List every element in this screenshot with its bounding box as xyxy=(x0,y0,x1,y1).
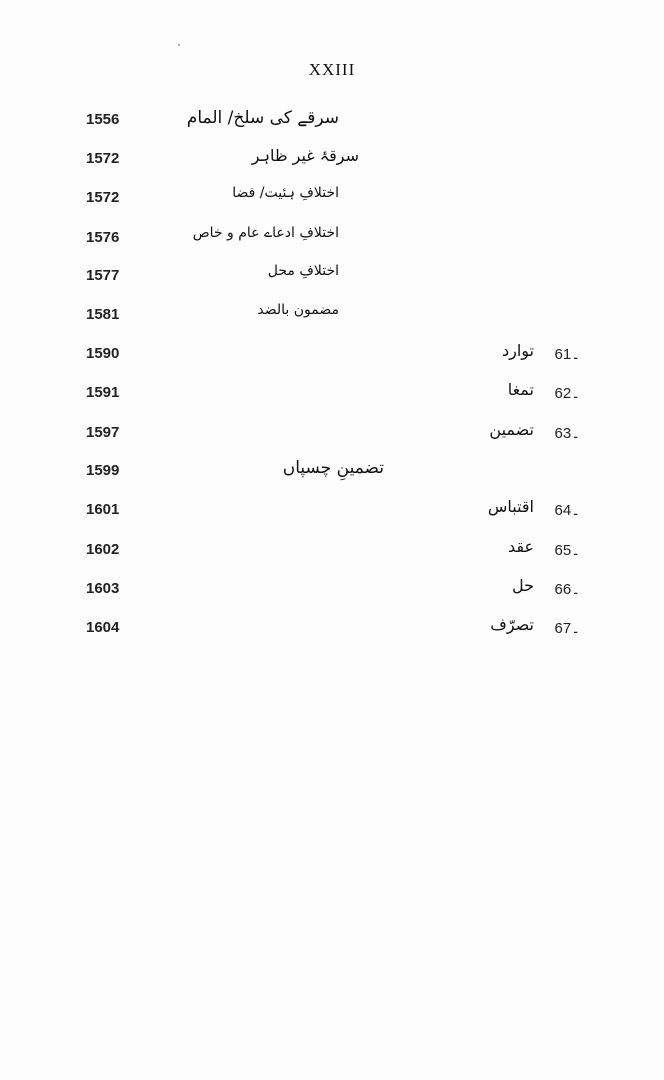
page-number: 1599 xyxy=(86,462,120,479)
entry-number: 66۔ xyxy=(554,581,580,598)
page-number: 1601 xyxy=(86,501,120,518)
entry-title: اقتباس xyxy=(487,497,534,516)
entry-title: تمغا xyxy=(507,380,534,399)
entry-title: اختلافِ ہئیت/ فضا xyxy=(232,185,339,201)
entry-title: عقد xyxy=(507,537,534,556)
entry-title: تصرّف xyxy=(490,615,534,634)
entry-title: تضمینِ چسپاں xyxy=(282,458,384,478)
speck xyxy=(178,44,180,46)
page-number: 1603 xyxy=(86,580,120,597)
page-number: 1572 xyxy=(86,189,120,206)
page-number: 1604 xyxy=(86,619,120,636)
page-number: 1590 xyxy=(86,345,120,362)
page-number: 1597 xyxy=(86,424,120,441)
entry-title: تضمین xyxy=(489,420,534,439)
index-entry xyxy=(0,380,664,410)
index-entry xyxy=(0,576,664,606)
entry-title: مضمون بالضد xyxy=(257,302,339,318)
index-entry xyxy=(0,458,664,488)
entry-title: توارد xyxy=(501,341,534,360)
entry-title: حل xyxy=(511,576,534,595)
index-entry xyxy=(0,185,664,215)
entry-number: 62۔ xyxy=(554,385,580,402)
index-entry xyxy=(0,497,664,527)
entry-number: 67۔ xyxy=(554,620,580,637)
index-entry xyxy=(0,302,664,332)
entry-number: 65۔ xyxy=(554,542,580,559)
entry-title: اختلافِ ادعاے عام و خاص xyxy=(192,225,339,241)
index-entry xyxy=(0,146,664,176)
entry-title: سرقے کی سلخ/ المام xyxy=(186,108,339,128)
page-header: XXIII xyxy=(308,60,356,79)
index-entry xyxy=(0,107,664,137)
page-number: 1602 xyxy=(86,541,120,558)
index-entry xyxy=(0,537,664,567)
entry-number: 64۔ xyxy=(554,502,580,519)
entry-number: 61۔ xyxy=(554,346,580,363)
index-entry xyxy=(0,615,664,645)
index-entry xyxy=(0,341,664,371)
entry-number: 63۔ xyxy=(554,425,580,442)
index-entry xyxy=(0,420,664,450)
page-number: 1572 xyxy=(86,150,120,167)
page-number: 1581 xyxy=(86,306,120,323)
entry-title: سرقۂ غیر ظاہر xyxy=(251,146,359,165)
index-entry xyxy=(0,225,664,255)
index-entry xyxy=(0,263,664,293)
page-number: 1576 xyxy=(86,229,120,246)
page-number: 1556 xyxy=(86,111,120,128)
page-number: 1591 xyxy=(86,384,120,401)
page-number: 1577 xyxy=(86,267,120,284)
entry-title: اختلافِ محل xyxy=(267,263,339,279)
